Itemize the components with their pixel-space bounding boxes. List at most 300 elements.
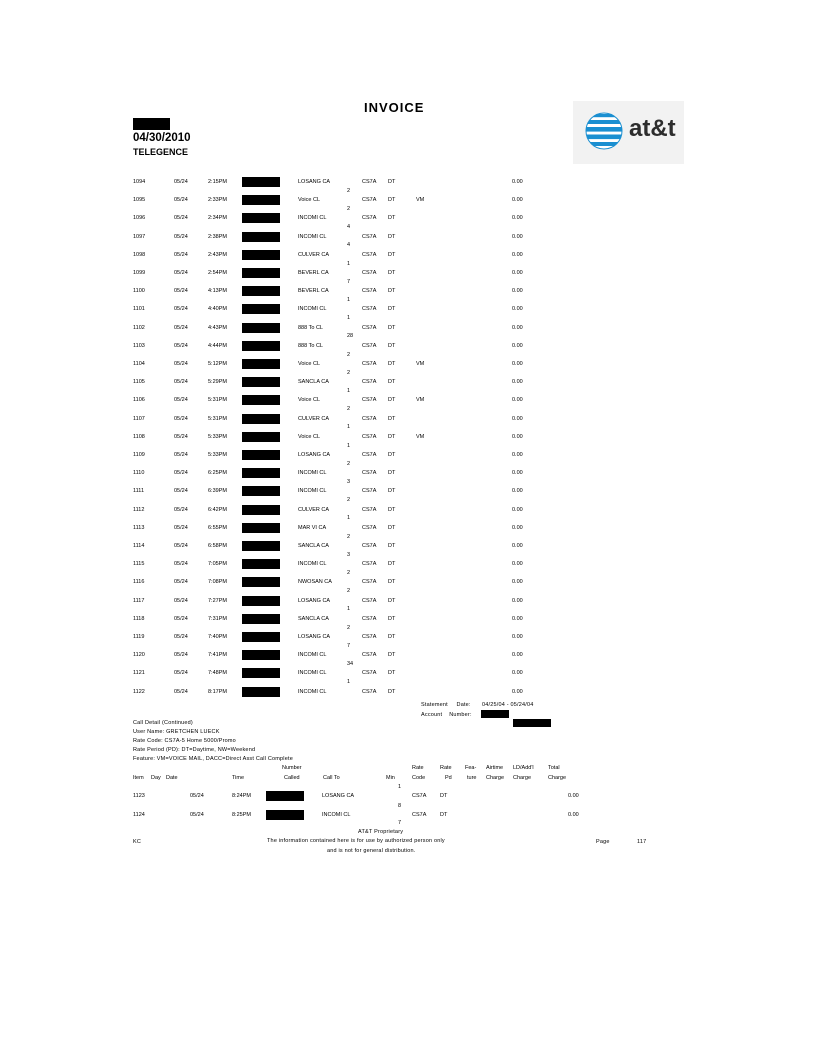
rate-code: CS7A	[362, 397, 377, 404]
rate-code: CS7A	[362, 233, 377, 240]
call-minutes: 2	[347, 406, 351, 413]
call-date: 05/24	[174, 342, 188, 349]
charge-amount: 0.00	[512, 506, 523, 513]
rate-code: CS7A	[362, 670, 377, 677]
call-date: 05/24	[174, 379, 188, 386]
item-number: 1108	[133, 433, 145, 440]
rate-period: DT	[388, 415, 396, 422]
charge-amount: 0.00	[512, 670, 523, 677]
item-number: 1104	[133, 361, 145, 367]
call-location: LOSANG CA	[298, 597, 331, 604]
rate-code: CS7A	[362, 324, 377, 331]
call-date: 05/24	[174, 397, 188, 404]
call-location: INCOMI CL	[298, 215, 327, 222]
item-number: 1095	[133, 197, 146, 204]
redacted-number	[242, 650, 280, 660]
col-call-to: Call To	[323, 775, 340, 781]
redacted-number	[242, 577, 280, 587]
feature-code: VM	[416, 397, 425, 404]
att-logo	[573, 101, 684, 164]
call-minutes: 2	[347, 533, 351, 540]
call-date: 05/24	[174, 524, 188, 531]
call-location: MAR VI CA	[298, 524, 327, 531]
rate-period: DT	[388, 361, 396, 367]
call-time: 7:48PM	[208, 670, 227, 677]
rate-code: CS7A	[362, 433, 377, 440]
account-label: Account Number:	[421, 712, 472, 718]
rate-period: DT	[388, 615, 396, 622]
item-number: 1116	[133, 579, 145, 586]
rate-code: CS7A	[362, 652, 377, 659]
item-number: 1105	[133, 379, 145, 386]
call-time: 2:54PM	[208, 270, 227, 276]
rate-code: CS7A	[362, 452, 377, 458]
call-date: 05/24	[174, 597, 188, 604]
call-time: 4:44PM	[208, 342, 227, 349]
rate-code: CS7A	[362, 488, 377, 495]
call-date: 05/24	[174, 543, 188, 549]
rate-code: CS7A	[362, 270, 377, 276]
rate-period: DT	[388, 215, 396, 222]
call-location: 888 To CL	[298, 342, 323, 349]
charge-amount: 0.00	[512, 342, 523, 349]
rate-code: CS7A	[362, 688, 377, 695]
call-time: 2:34PM	[208, 215, 227, 222]
redaction-bar	[133, 118, 170, 130]
rate-period: DT	[388, 433, 396, 440]
account-redaction	[481, 710, 509, 718]
rate-period: DT	[388, 634, 396, 640]
item-number: 1109	[133, 452, 145, 458]
call-location: CULVER CA	[298, 251, 330, 258]
rate-period: DT	[388, 379, 396, 386]
call-minutes: 8	[398, 802, 402, 809]
call-date: 05/24	[174, 415, 188, 422]
charge-amount: 0.00	[512, 652, 523, 659]
item-number: 1122	[133, 688, 145, 695]
footer-info-1: The information contained here is for use by authorized person only	[267, 838, 445, 844]
redacted-number	[242, 414, 280, 424]
rate-code: CS7A	[412, 812, 427, 818]
item-number: 1096	[133, 215, 146, 222]
call-minutes: 4	[347, 242, 351, 249]
call-time: 6:39PM	[208, 488, 227, 495]
rate-code: CS7A	[362, 215, 377, 222]
call-time: 2:38PM	[208, 233, 227, 240]
redacted-number	[242, 450, 280, 460]
rate-code: CS7A	[362, 561, 377, 568]
redacted-number	[242, 523, 280, 533]
rate-period: DT	[388, 452, 396, 458]
charge-amount: 0.00	[512, 615, 523, 622]
call-location: Voice CL	[298, 197, 321, 204]
redacted-number	[242, 250, 280, 260]
redacted-number	[242, 268, 280, 278]
rate-period: DT	[388, 579, 396, 586]
call-time: 2:33PM	[208, 197, 227, 204]
rate-code: CS7A	[362, 306, 377, 313]
redacted-number	[242, 687, 280, 697]
redacted-number	[242, 377, 280, 387]
rate-code: CS7A	[362, 524, 377, 531]
charge-amount: 0.00	[512, 433, 523, 440]
call-location: BEVERL CA	[298, 270, 329, 276]
item-number: 1106	[133, 397, 145, 404]
item-number: 1113	[133, 524, 145, 531]
call-location: LOSANG CA	[322, 793, 355, 799]
call-minutes: 1	[347, 606, 351, 613]
redacted-number	[242, 341, 280, 351]
call-location: INCOMI CL	[298, 561, 327, 568]
call-time: 6:25PM	[208, 470, 227, 477]
item-number: 1123	[133, 793, 145, 799]
redacted-number	[242, 668, 280, 678]
call-minutes: 3	[347, 478, 351, 485]
item-number: 1112	[133, 506, 145, 513]
call-minutes: 34	[347, 660, 354, 667]
call-date: 05/24	[174, 488, 188, 495]
call-minutes: 2	[347, 460, 351, 467]
call-minutes: 1	[347, 260, 351, 267]
rate-period: DT	[388, 342, 396, 349]
redacted-number	[242, 559, 280, 569]
call-date: 05/24	[174, 670, 188, 677]
call-date: 05/24	[174, 288, 188, 295]
item-number: 1120	[133, 652, 145, 659]
item-number: 1124	[133, 812, 145, 818]
call-minutes: 2	[347, 497, 351, 504]
item-number: 1118	[133, 615, 145, 622]
rate-code: CS7A	[362, 506, 377, 513]
charge-amount: 0.00	[512, 379, 523, 386]
call-date: 05/24	[174, 615, 188, 622]
charge-amount: 0.00	[512, 488, 523, 495]
call-minutes: 2	[347, 205, 351, 212]
call-time: 5:29PM	[208, 379, 227, 386]
col-fea-top: Fea-	[465, 765, 477, 771]
charge-amount: 0.00	[512, 215, 523, 222]
call-location: INCOMI CL	[298, 488, 327, 495]
charge-amount: 0.00	[512, 634, 523, 640]
section-line-5: Feature: VM=VOICE MAIL, DACC=Direct Asst Call Complete	[133, 756, 293, 762]
rate-period: DT	[388, 233, 396, 240]
redacted-number	[242, 432, 280, 442]
rate-period: DT	[388, 270, 396, 276]
redacted-number	[242, 614, 280, 624]
redacted-number	[242, 359, 280, 369]
call-time: 5:12PM	[208, 361, 227, 367]
feature-code: VM	[416, 433, 425, 440]
section-line-4: Rate Period (PD): DT=Daytime, NW=Weekend	[133, 747, 256, 753]
call-date: 05/24	[190, 793, 204, 799]
rate-code: CS7A	[362, 615, 377, 622]
section-line-2: User Name: GRETCHEN LUECK	[133, 729, 220, 735]
call-time: 7:05PM	[208, 561, 227, 568]
redacted-number	[242, 195, 280, 205]
rate-period: DT	[388, 670, 396, 677]
charge-amount: 0.00	[512, 179, 523, 185]
call-time: 5:33PM	[208, 433, 227, 440]
col-ld: Charge	[513, 775, 532, 781]
item-number: 1114	[133, 543, 145, 549]
call-date: 05/24	[174, 233, 188, 240]
rate-period: DT	[388, 652, 396, 659]
call-date: 05/24	[174, 251, 188, 258]
call-time: 4:43PM	[208, 324, 227, 331]
col-min: Min	[386, 775, 395, 781]
col-total: Charge	[548, 775, 567, 781]
redacted-number	[242, 632, 280, 642]
call-date: 05/24	[174, 179, 188, 185]
call-minutes: 1	[347, 679, 351, 686]
company-name: TELEGENCE	[133, 147, 189, 157]
call-location: INCOMI CL	[298, 688, 327, 695]
item-number: 1103	[133, 342, 145, 349]
call-location: INCOMI CL	[298, 470, 327, 477]
charge-amount: 0.00	[512, 270, 523, 276]
call-location: LOSANG CA	[298, 179, 331, 185]
call-minutes: 1	[347, 315, 351, 322]
call-time: 5:31PM	[208, 415, 227, 422]
rate-period: DT	[388, 397, 396, 404]
call-minutes: 4	[347, 224, 351, 231]
col-code: Code	[412, 775, 426, 781]
call-time: 8:25PM	[232, 812, 251, 818]
call-time: 6:55PM	[208, 524, 227, 531]
col-time: Time	[232, 775, 245, 781]
call-time: 2:15PM	[208, 179, 227, 185]
col-airtime: Charge	[486, 775, 505, 781]
charge-amount: 0.00	[512, 397, 523, 404]
section-line-1: Call Detail (Continued)	[133, 720, 193, 726]
section-line-3: Rate Code: CS7A-5 Home 5000/Promo	[133, 738, 236, 744]
redacted-number	[242, 304, 280, 314]
redacted-number	[242, 177, 280, 187]
call-date: 05/24	[174, 324, 188, 331]
redacted-number	[242, 286, 280, 296]
item-number: 1111	[133, 488, 145, 495]
redacted-number	[242, 486, 280, 496]
call-time: 8:24PM	[232, 793, 251, 799]
rate-period: DT	[388, 179, 396, 185]
call-date: 05/24	[174, 688, 188, 695]
rate-period: DT	[440, 812, 448, 818]
call-time: 8:17PM	[208, 688, 227, 695]
call-date: 05/24	[174, 561, 188, 568]
col-rate-top: Rate	[412, 765, 424, 771]
rate-period: DT	[388, 561, 396, 568]
call-date: 05/24	[174, 361, 188, 367]
rate-period: DT	[388, 524, 396, 531]
call-location: INCOMI CL	[298, 233, 327, 240]
rate-period: DT	[388, 324, 396, 331]
call-date: 05/24	[174, 433, 188, 440]
rate-code: CS7A	[362, 543, 377, 549]
call-location: BEVERL CA	[298, 288, 329, 295]
call-location: Voice CL	[298, 361, 321, 367]
item-number: 1097	[133, 233, 146, 240]
item-number: 1121	[133, 670, 145, 677]
call-date: 05/24	[174, 215, 188, 222]
call-minutes: 1	[347, 424, 351, 431]
call-date: 05/24	[174, 634, 188, 640]
rate-code: CS7A	[362, 379, 377, 386]
call-minutes: 1	[347, 296, 351, 303]
call-location: 888 To CL	[298, 324, 323, 331]
call-minutes: 2	[347, 569, 351, 576]
call-date: 05/24	[174, 270, 188, 276]
redacted-number	[242, 541, 280, 551]
rate-code: CS7A	[362, 342, 377, 349]
charge-amount: 0.00	[512, 415, 523, 422]
call-location: INCOMI CL	[298, 652, 327, 659]
rate-code: CS7A	[362, 597, 377, 604]
charge-amount: 0.00	[512, 561, 523, 568]
call-minutes: 28	[347, 333, 354, 340]
col-airtime-top: Airtime	[486, 765, 504, 771]
rate-code: CS7A	[362, 361, 377, 367]
call-time: 5:33PM	[208, 452, 227, 458]
invoice-date: 04/30/2010	[133, 132, 191, 144]
charge-amount: 0.00	[512, 597, 523, 604]
redacted-number	[242, 323, 280, 333]
call-minutes: 1	[347, 442, 351, 449]
col-pd: Pd	[445, 775, 452, 781]
statement-label: Statement Date:	[421, 702, 471, 708]
col-rate2-top: Rate	[440, 765, 452, 771]
charge-amount: 0.00	[512, 306, 523, 313]
call-location: INCOMI CL	[322, 812, 351, 818]
feature-code: VM	[416, 197, 425, 204]
call-time: 7:31PM	[208, 615, 227, 622]
redacted-number	[242, 395, 280, 405]
rate-period: DT	[388, 251, 396, 258]
charge-amount: 0.00	[512, 324, 523, 331]
logo-text: at&t	[629, 115, 676, 142]
charge-amount: 0.00	[512, 688, 523, 695]
charge-amount: 0.00	[512, 361, 523, 367]
call-minutes: 3	[347, 551, 351, 558]
charge-amount: 0.00	[512, 543, 523, 549]
trailing-min: 7	[398, 820, 402, 826]
call-minutes: 1	[398, 783, 402, 790]
rate-period: DT	[388, 306, 396, 313]
charge-amount: 0.00	[512, 288, 523, 295]
charge-amount: 0.00	[512, 233, 523, 240]
call-time: 6:58PM	[208, 543, 227, 549]
call-location: Voice CL	[298, 397, 321, 404]
rate-code: CS7A	[362, 470, 377, 477]
charge-amount: 0.00	[512, 470, 523, 477]
rate-period: DT	[388, 288, 396, 295]
col-called: Called	[284, 775, 300, 781]
call-location: SANCLA CA	[298, 543, 329, 549]
rate-code: CS7A	[362, 579, 377, 586]
footer-left: KC	[133, 839, 142, 845]
charge-amount: 0.00	[512, 197, 523, 204]
col-ld-top: LD/Add'l	[513, 765, 534, 771]
call-date: 05/24	[174, 652, 188, 659]
call-location: LOSANG CA	[298, 634, 331, 640]
call-date: 05/24	[174, 306, 188, 313]
call-minutes: 2	[347, 624, 351, 631]
call-date: 05/24	[174, 506, 188, 513]
call-date: 05/24	[174, 470, 188, 477]
rate-code: CS7A	[362, 197, 377, 204]
call-time: 2:43PM	[208, 251, 227, 258]
invoice-title: INVOICE	[364, 100, 425, 115]
call-minutes: 2	[347, 588, 351, 595]
redacted-number	[266, 810, 304, 820]
col-total-top: Total	[548, 765, 560, 771]
call-time: 7:41PM	[208, 652, 227, 659]
charge-amount: 0.00	[512, 452, 523, 458]
redacted-number	[242, 468, 280, 478]
call-location: CULVER CA	[298, 415, 330, 422]
rate-period: DT	[388, 597, 396, 604]
col-ture: ture	[467, 775, 477, 781]
call-location: CULVER CA	[298, 506, 330, 513]
rate-period: DT	[388, 688, 396, 695]
charge-amount: 0.00	[512, 579, 523, 586]
call-location: INCOMI CL	[298, 670, 327, 677]
call-time: 4:40PM	[208, 306, 227, 313]
rate-code: CS7A	[362, 288, 377, 295]
rate-period: DT	[388, 470, 396, 477]
call-date: 05/24	[190, 812, 204, 818]
call-date: 05/24	[174, 452, 188, 458]
item-number: 1098	[133, 251, 146, 258]
col-date: Date	[166, 775, 178, 781]
redacted-number	[242, 596, 280, 606]
call-time: 5:31PM	[208, 397, 227, 404]
call-minutes: 1	[347, 515, 351, 522]
call-minutes: 7	[347, 278, 351, 285]
call-location: Voice CL	[298, 433, 321, 440]
charge-amount: 0.00	[512, 251, 523, 258]
call-location: INCOMI CL	[298, 306, 327, 313]
item-number: 1119	[133, 634, 145, 640]
item-number: 1110	[133, 470, 145, 477]
call-minutes: 2	[347, 351, 351, 358]
call-time: 4:13PM	[208, 288, 227, 295]
col-day: Day	[151, 775, 161, 781]
rate-code: CS7A	[412, 793, 427, 799]
call-location: SANCLA CA	[298, 379, 329, 386]
redacted-number	[266, 791, 304, 801]
charge-amount: 0.00	[568, 812, 579, 818]
call-location: SANCLA CA	[298, 615, 329, 622]
call-minutes: 2	[347, 187, 351, 194]
call-minutes: 7	[347, 642, 351, 649]
charge-amount: 0.00	[568, 793, 579, 799]
proprietary-label: AT&T Proprietary	[358, 829, 404, 835]
rate-code: CS7A	[362, 179, 377, 185]
call-minutes: 1	[347, 387, 351, 394]
redacted-number	[242, 232, 280, 242]
statement-range: 04/25/04 - 05/24/04	[482, 702, 534, 708]
call-date: 05/24	[174, 579, 188, 586]
rate-code: CS7A	[362, 415, 377, 422]
item-number: 1094	[133, 179, 146, 185]
item-number: 1107	[133, 415, 145, 422]
call-date: 05/24	[174, 197, 188, 204]
col-number-top: Number	[282, 765, 302, 771]
rate-period: DT	[388, 197, 396, 204]
item-number: 1099	[133, 270, 146, 276]
col-item: Item	[133, 775, 144, 781]
globe-icon	[584, 111, 624, 151]
